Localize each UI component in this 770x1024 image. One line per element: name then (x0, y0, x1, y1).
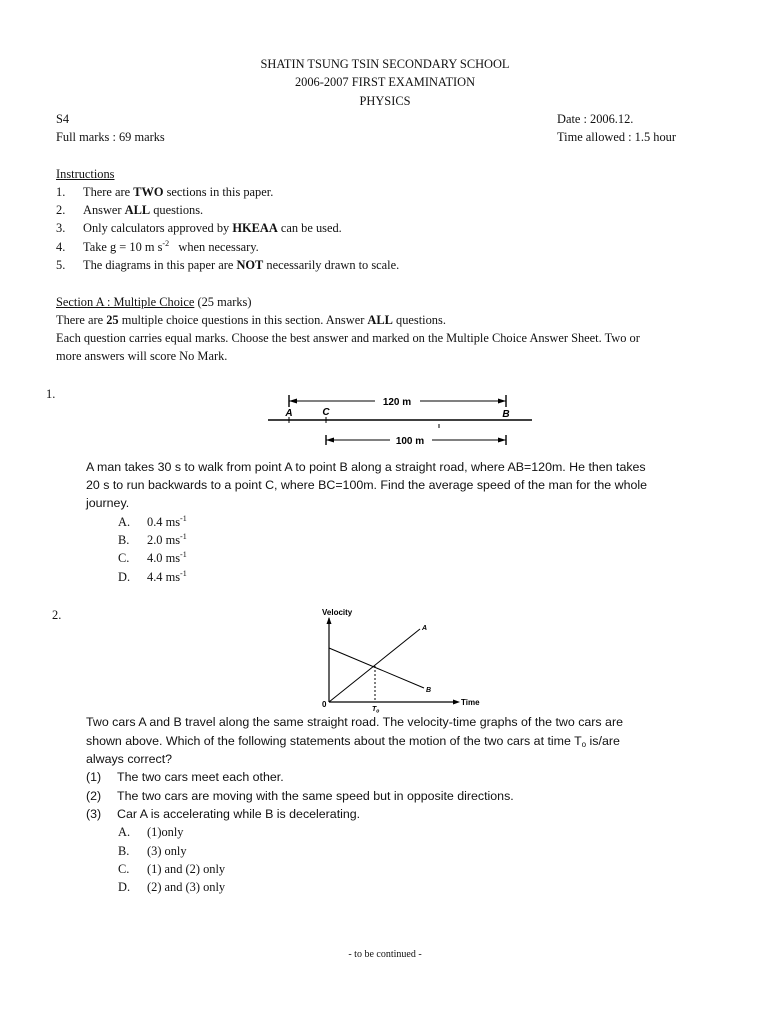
q1-option-letter: B. (118, 533, 130, 547)
statement-number: (3) (86, 807, 102, 821)
instructions-title: Instructions (56, 167, 115, 181)
x-axis-arrowhead (453, 700, 460, 705)
statement-text: The two cars are moving with the same speed but in opposite directions. (117, 789, 514, 803)
q2-option-letter: B. (118, 844, 130, 858)
question-1-text: 20 s to run backwards to a point C, where BC=100m. Find the average speed of the man for the whole (86, 478, 647, 492)
dist-bc-label: 100 m (395, 436, 425, 447)
question-2-text: shown above. Which of the following statements about the motion of the two cars at time $T_o$ is/are (86, 734, 620, 749)
q2-velocity-time-graph (312, 604, 502, 714)
q1-option-letter: A. (118, 515, 131, 529)
q2-option-b: (3) only (147, 844, 187, 858)
graph-origin: 0 (322, 700, 327, 709)
q2-option-letter: C. (118, 862, 130, 876)
point-a-label: A (285, 408, 293, 419)
school-name: SHATIN TSUNG TSIN SECONDARY SCHOOL (260, 57, 510, 71)
line-b (329, 648, 424, 688)
graph-ylabel: Velocity (322, 608, 353, 617)
subject-title: PHYSICS (359, 94, 411, 108)
instruction-number: 5. (56, 258, 66, 272)
q1-option-letter: C. (118, 551, 130, 565)
instruction-item: Take g = 10 m $s^{-2}$ when necessary. (83, 239, 259, 254)
q1-distance-diagram (260, 388, 540, 450)
instruction-item: Only calculators approved by HKEAA can be used. (83, 221, 342, 235)
instruction-number: 4. (56, 240, 66, 254)
page-footer: - to be continued - (348, 949, 422, 960)
statement-number: (2) (86, 789, 102, 803)
graph-xlabel: Time (461, 698, 480, 707)
t0-label: $T_o$ (372, 706, 380, 714)
section-a-line2: Each question carries equal marks. Choose the best answer and marked on the Multiple Choice Answer Sheet. Two or (56, 331, 640, 345)
question-1-text: journey. (86, 496, 130, 510)
point-c-label: C (322, 407, 330, 418)
statement-number: (1) (86, 770, 102, 784)
statement-text: The two cars meet each other. (117, 770, 284, 784)
question-2-number: 2. (52, 608, 62, 622)
line-b-label: B (426, 687, 432, 694)
exam-title: 2006-2007 FIRST EXAMINATION (294, 75, 476, 89)
question-1-text: A man takes 30 s to walk from point A to point B along a straight road, where AB=120m. He then takes (86, 460, 646, 474)
section-a-line3: more answers will score No Mark. (56, 349, 228, 363)
q2-option-a: (1)only (147, 825, 184, 839)
line-a-label: A (422, 625, 428, 632)
q2-option-c: (1) and (2) only (147, 862, 226, 876)
instruction-item: The diagrams in this paper are NOT necessarily drawn to scale. (83, 258, 400, 272)
section-a-line1: There are 25 multiple choice questions in this section. Answer ALL questions. (56, 313, 446, 327)
q1-option-d: 4.4 $ms^{-1}$ (147, 569, 187, 584)
y-axis-arrowhead (327, 617, 332, 624)
full-marks: Full marks : 69 marks (56, 130, 165, 144)
arrowhead-ab-left (289, 399, 297, 404)
instruction-item: Answer ALL questions. (83, 203, 204, 217)
arrowhead-ab-right (498, 399, 506, 404)
dist-ab-label: 120 m (382, 397, 412, 408)
instruction-number: 2. (56, 203, 66, 217)
form-label: S4 (56, 112, 70, 126)
question-2-text: always correct? (86, 752, 173, 766)
instruction-item: There are TWO sections in this paper. (83, 185, 274, 199)
q1-option-c: 4.0 $ms^{-1}$ (147, 550, 187, 565)
arrowhead-bc-right (498, 438, 506, 443)
section-a-heading: Section A : Multiple Choice (25 marks) (56, 295, 252, 309)
q1-option-b: 2.0 $ms^{-1}$ (147, 532, 187, 547)
instruction-number: 1. (56, 185, 66, 199)
q1-option-letter: D. (118, 570, 131, 584)
q2-option-letter: A. (118, 825, 131, 839)
q2-option-letter: D. (118, 880, 131, 894)
arrowhead-bc-left (326, 438, 334, 443)
q1-option-a: 0.4 $ms^{-1}$ (147, 514, 187, 529)
instruction-number: 3. (56, 221, 66, 235)
exam-date: Date : 2006.12. (557, 112, 634, 126)
question-1-number: 1. (46, 387, 56, 401)
time-allowed: Time allowed : 1.5 hour (557, 130, 676, 144)
statement-text: Car A is accelerating while B is decelerating. (117, 807, 361, 821)
point-b-label: B (502, 409, 510, 420)
question-2-text: Two cars A and B travel along the same straight road. The velocity-time graphs of the two cars are (86, 715, 623, 729)
q2-option-d: (2) and (3) only (147, 880, 226, 894)
